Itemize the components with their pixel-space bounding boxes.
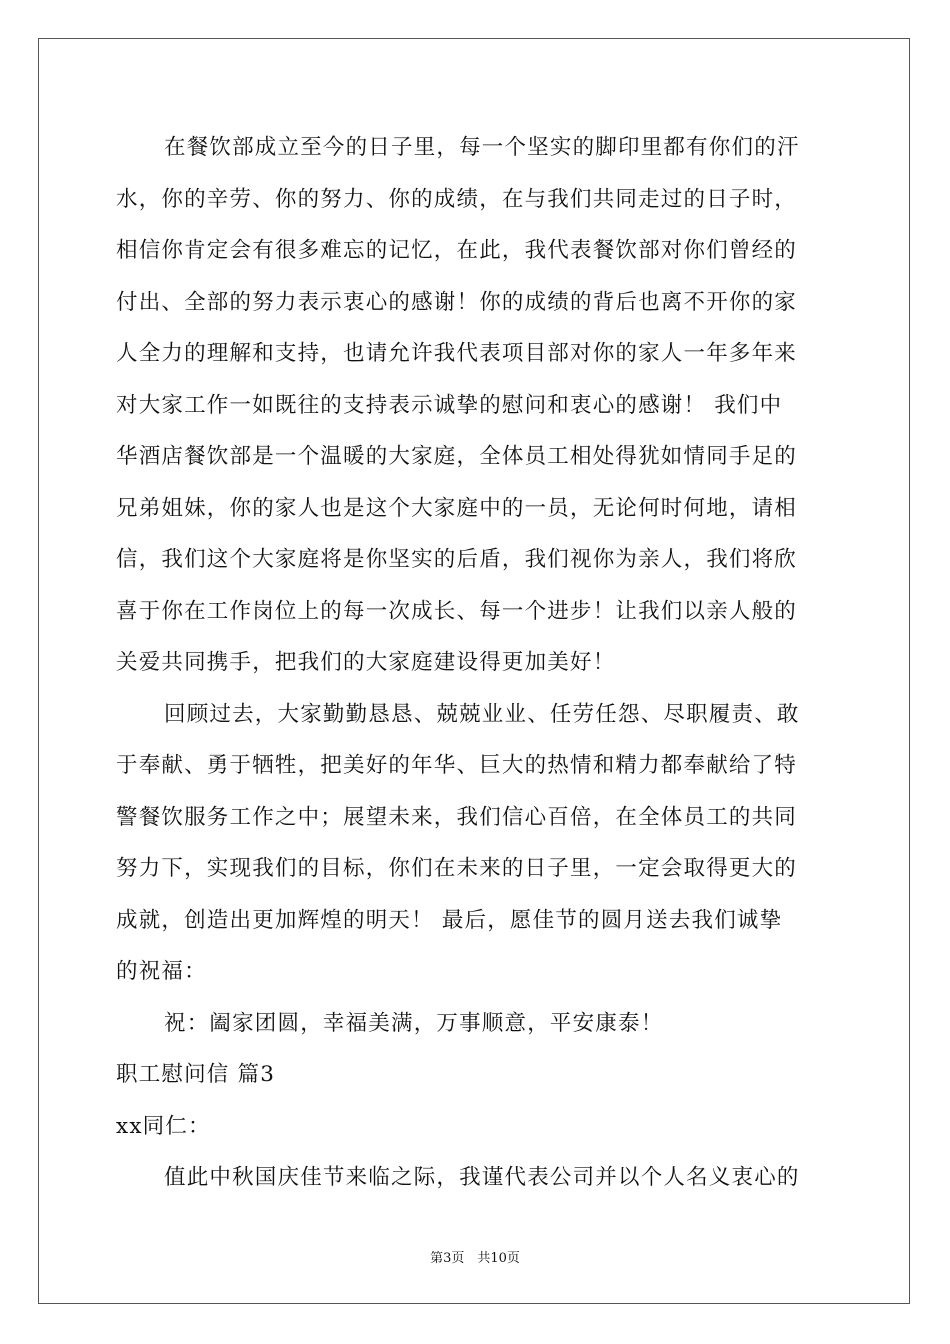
paragraph-line: 对大家工作一如既往的支持表示诚挚的慰问和衷心的感谢！ 我们中 — [116, 392, 783, 418]
paragraph-line: 于奉献、勇于牺牲，把美好的年华、巨大的热情和精力都奉献给了特 — [116, 753, 798, 778]
paragraph-line: 华酒店餐饮部是一个温暖的大家庭，全体员工相处得犹如情同手足的 — [116, 444, 798, 469]
paragraph-line: 关爱共同携手，把我们的大家庭建设得更加美好！ — [116, 650, 616, 675]
paragraph-line: 回顾过去，大家勤勤恳恳、兢兢业业、任劳任怨、尽职履责、敢 — [164, 701, 800, 727]
paragraph-line: 喜于你在工作岗位上的每一次成长、每一个进步！让我们以亲人般的 — [116, 598, 798, 624]
document-body — [116, 122, 838, 1204]
paragraph-line: 成就，创造出更加辉煌的明天！ 最后，愿佳节的圆月送去我们诚挚 — [116, 907, 783, 933]
page-number: 第3页 共10页 — [430, 1251, 520, 1266]
paragraph-line: 水，你的辛劳、你的努力、你的成绩，在与我们共同走过的日子时， — [116, 186, 798, 212]
paragraph-line: 的祝福： — [116, 959, 207, 984]
paragraph-line: 努力下，实现我们的目标，你们在未来的日子里，一定会取得更大的 — [116, 856, 798, 881]
blessing-line: 祝：阖家团圆，幸福美满，万事顺意，平安康泰！ — [164, 1010, 664, 1036]
paragraph-line: 付出、全部的努力表示衷心的感谢！你的成绩的背后也离不开你的家 — [116, 289, 798, 315]
paragraph-line: 在餐饮部成立至今的日子里，每一个坚实的脚印里都有你们的汗 — [164, 135, 800, 160]
section-heading: 职工慰问信 篇3 — [116, 1062, 276, 1087]
paragraph-line: 相信你肯定会有很多难忘的记忆，在此，我代表餐饮部对你们曾经的 — [116, 238, 798, 263]
paragraph-line: 值此中秋国庆佳节来临之际，我谨代表公司并以个人名义衷心的 — [164, 1165, 800, 1190]
paragraph-line: 人全力的理解和支持，也请允许我代表项目部对你的家人一年多年来 — [116, 341, 798, 366]
paragraph-line: 兄弟姐妹，你的家人也是这个大家庭中的一员，无论何时何地，请相 — [116, 495, 798, 521]
salutation: xx同仁： — [116, 1113, 211, 1139]
paragraph-line: 警餐饮服务工作之中；展望未来，我们信心百倍，在全体员工的共同 — [116, 804, 798, 830]
paragraph-line: 信，我们这个大家庭将是你坚实的后盾，我们视你为亲人，我们将欣 — [116, 547, 798, 572]
